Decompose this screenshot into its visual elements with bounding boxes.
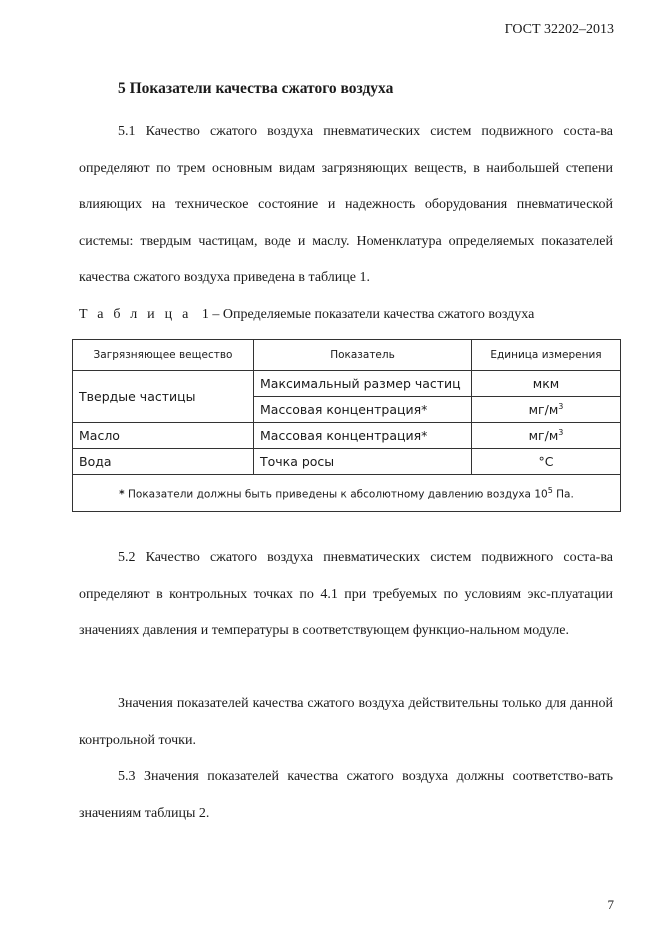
table-caption-text: 1 – Определяемые показатели качества сжатого воздуха bbox=[198, 307, 535, 322]
paragraph-values-text: Значения показателей качества сжатого воздуха действительны только для данной контрольной точки. bbox=[79, 696, 613, 748]
column-header-substance: Загрязняющее вещество bbox=[73, 340, 254, 371]
paragraph-values bbox=[79, 686, 613, 759]
cell-indicator: Массовая концентрация* bbox=[254, 397, 472, 423]
cell-unit: мкм bbox=[472, 371, 621, 397]
table-row bbox=[73, 371, 621, 397]
paragraph-5-1 bbox=[79, 114, 613, 297]
cell-indicator: Максимальный размер частиц bbox=[254, 371, 472, 397]
table-note-row bbox=[73, 475, 621, 512]
note-end: Па. bbox=[552, 488, 574, 501]
note-text: Показатели должны быть приведены к абсолютному давлению воздуха 10 bbox=[124, 488, 548, 501]
note-asterisk: * bbox=[119, 488, 125, 501]
quality-indicators-table bbox=[72, 339, 621, 512]
cell-indicator: Массовая концентрация* bbox=[254, 423, 472, 449]
paragraph-5-1-text: 5.1 Качество сжатого воздуха пневматических систем подвижного соста-ва определяют по трем основным видам загрязняющих веществ, в наибольшей степени влияющих на техническое состояние и надежность оборудования пневматической системы: твердым частицам, воде и маслу. Номенклатура определяемых показателей качества сжатого воздуха приведена в таблице 1. bbox=[79, 124, 613, 285]
note-superscript: 5 bbox=[547, 485, 553, 495]
document-code: ГОСТ 32202–2013 bbox=[504, 22, 614, 37]
table-note bbox=[73, 475, 621, 512]
table-caption-word: Таблица bbox=[79, 307, 199, 322]
table-row bbox=[73, 449, 621, 475]
cell-substance: Масло bbox=[73, 423, 254, 449]
paragraph-5-3 bbox=[79, 759, 613, 832]
column-header-indicator: Показатель bbox=[254, 340, 472, 371]
table-caption bbox=[79, 307, 534, 323]
cell-substance: Вода bbox=[73, 449, 254, 475]
cell-indicator: Точка росы bbox=[254, 449, 472, 475]
unit-superscript: 3 bbox=[558, 427, 564, 437]
paragraph-5-3-text: 5.3 Значения показателей качества сжатого воздуха должны соответство-вать значениям таблицы 2. bbox=[79, 769, 613, 821]
table-row bbox=[73, 423, 621, 449]
paragraph-5-2-text: 5.2 Качество сжатого воздуха пневматических систем подвижного соста-ва определяют в контрольных точках по 4.1 при требуемых по условиям экс-плуатации значениях давления и температуры в соответствующем функцио-нальном модуле. bbox=[79, 550, 613, 638]
table-header-row bbox=[73, 340, 621, 371]
unit-superscript: 3 bbox=[558, 401, 564, 411]
cell-unit: °С bbox=[472, 449, 621, 475]
page-number: 7 bbox=[607, 897, 614, 912]
cell-unit bbox=[472, 397, 621, 423]
paragraph-5-2 bbox=[79, 540, 613, 650]
cell-substance: Твердые частицы bbox=[73, 371, 254, 423]
unit-text: мг/м bbox=[528, 428, 559, 444]
column-header-unit: Единица измерения bbox=[472, 340, 621, 371]
unit-text: мг/м bbox=[528, 402, 559, 418]
section-heading: 5 Показатели качества сжатого воздуха bbox=[118, 80, 394, 97]
cell-unit bbox=[472, 423, 621, 449]
